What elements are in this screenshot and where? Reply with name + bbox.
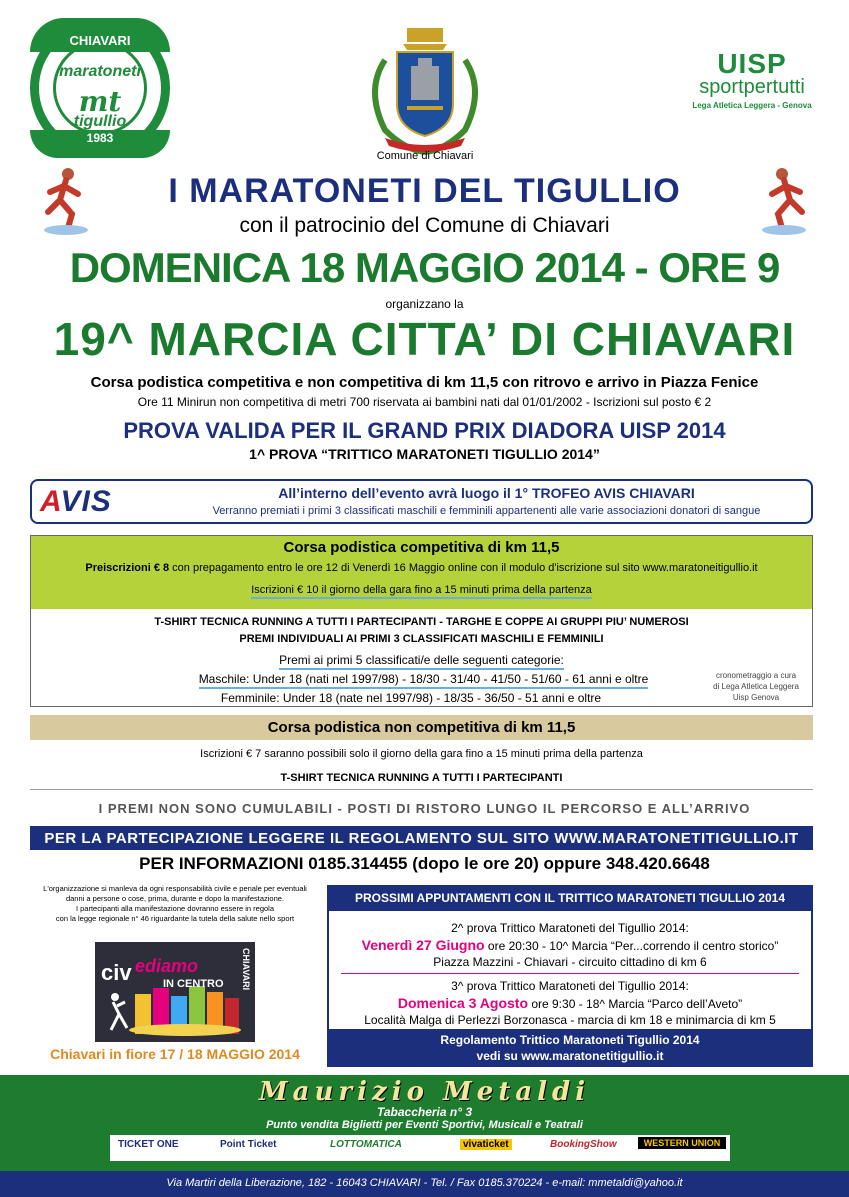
trittico-divider: [341, 973, 799, 974]
avis-logo: [40, 487, 152, 517]
event-description: Corsa podistica competitiva e non competitiva di km 11,5 con ritrovo e arrivo in Piazza Fenice: [90, 374, 759, 391]
logo-year: 1983: [86, 131, 114, 145]
page-title: I MARATONETI DEL TIGULLIO: [168, 172, 681, 210]
civediamo-logo: [95, 942, 255, 1042]
non-competitive-title: Corsa podistica non competitiva di km 11,5: [267, 719, 576, 736]
avis-logo-first-letter: A: [40, 485, 61, 518]
minirun-info: Ore 11 Minirun non competitiva di metri 700 riservata ai bambini nati dal 01/01/2002 - Iscrizioni sul posto € 2: [137, 395, 712, 409]
lottomatica-logo: LOTTOMATICA: [330, 1139, 402, 1150]
trittico-footer: [329, 1029, 811, 1067]
trittico-second-place: Piazza Mazzini - Chiavari - circuito cittadino di km 6: [433, 955, 707, 969]
vivaticket-logo: vivaticket: [460, 1139, 512, 1150]
premi-individuali: PREMI INDIVIDUALI AI PRIMI 3 CLASSIFICATI MASCHILI E FEMMINILI: [239, 633, 604, 645]
second-text: ore 20:30 - 10^ Marcia “Per...correndo il centro storico”: [484, 939, 779, 953]
logo-text-tigullio: tigullio: [73, 113, 127, 130]
sponsor-name: Maurizio Metaldi: [258, 1077, 591, 1107]
preiscrizioni-label: Preiscrizioni € 8: [85, 562, 170, 574]
sponsor-address: Via Martiri della Liberazione, 182 - 16043 CHIAVARI - Tel. / Fax 0185.370224 - e-mail: mmetaldi@yahoo.it: [166, 1177, 683, 1189]
partner-logos: [110, 1135, 730, 1161]
avis-title: All’interno dell’evento avrà luogo il 1° TROFEO AVIS CHIAVARI: [278, 485, 695, 501]
tshirt-info: T-SHIRT TECNICA RUNNING A TUTTI I PARTECIPANTI - TARGHE E COPPE AI GRUPPI PIU’ NUMEROSI: [154, 616, 689, 628]
regolamento-text: PER LA PARTECIPAZIONE LEGGERE IL REGOLAMENTO SUL SITO WWW.MARATONETITIGULLIO.IT: [44, 830, 799, 847]
categorie: [31, 653, 812, 667]
trittico-third-place: Località Malga di Perlezzi Borzonasca - marcia di km 18 e minimarcia di km 5: [364, 1013, 776, 1027]
ticketone-logo: TICKET ONE: [118, 1139, 179, 1150]
cronometraggio: [700, 670, 812, 703]
civ-city: CHIAVARI: [241, 948, 251, 991]
avis-box: [30, 479, 813, 524]
logo-text-chiavari: CHIAVARI: [69, 33, 131, 48]
trittico-first: 1^ PROVA “TRITTICO MARATONETI TIGULLIO 2014”: [249, 446, 600, 462]
crono-line: di Lega Atletica Leggera: [713, 682, 799, 691]
premi-note: I PREMI NON SONO CUMULABILI - POSTI DI RISTORO LUNGO IL PERCORSO E ALL’ARRIVO: [98, 801, 751, 816]
sponsor-footer: [0, 1075, 849, 1197]
disclaimer-line: I partecipanti alla manifestazione dovranno essere in regola: [75, 904, 275, 913]
chiavari-crest-icon: [355, 20, 495, 162]
non-competitive-iscrizioni: Iscrizioni € 7 saranno possibili solo il giorno della gara fino a 15 minuti prima della partenza: [200, 748, 643, 760]
informazioni: PER INFORMAZIONI 0185.314455 (dopo le ore 20) oppure 348.420.6648: [139, 854, 710, 873]
sponsor-tabaccheria: Tabaccheria n° 3: [376, 1105, 473, 1119]
third-date: Domenica 3 Agosto: [397, 995, 528, 1011]
disclaimer-line: danni a persone o cose, prima, durante e dopo la manifestazione.: [65, 894, 285, 903]
disclaimer-line: L'organizzazione si manleva da ogni responsabilità civile e penale per eventuali: [43, 884, 307, 893]
competitive-title: Corsa podistica competitiva di km 11,5: [283, 539, 560, 556]
maschile-text: Maschile: Under 18 (nati nel 1997/98) - 18/30 - 31/40 - 41/50 - 51/60 - 61 anni e oltre: [199, 672, 649, 689]
disclaimer: [30, 884, 320, 924]
trittico-third-date: [329, 995, 811, 1011]
categorie-maschili: [31, 672, 816, 686]
uisp-sub: Lega Atletica Leggera - Genova: [692, 101, 812, 110]
competitive-box: [30, 535, 813, 707]
trittico-link[interactable]: vedi su www.maratonetitigullio.it: [476, 1049, 664, 1063]
chiavari-in-fiore: Chiavari in fiore 17 / 18 MAGGIO 2014: [50, 1046, 300, 1062]
preiscrizioni: [31, 562, 812, 574]
avis-logo-rest: VIS: [60, 485, 112, 518]
logo-text-maratoneti: maratoneti: [59, 63, 141, 80]
pointticket-logo: Point Ticket: [220, 1139, 277, 1150]
third-text: ore 9:30 - 18^ Marcia “Parco dell’Aveto”: [528, 997, 743, 1011]
non-competitive-tshirt: T-SHIRT TECNICA RUNNING A TUTTI I PARTECIPANTI: [280, 772, 563, 784]
civ-text: civ: [101, 960, 132, 985]
trittico-second-head: 2^ prova Trittico Maratoneti del Tigullio 2014:: [451, 921, 689, 935]
trittico-third-head: 3^ prova Trittico Maratoneti del Tigullio 2014:: [451, 979, 689, 993]
non-competitive-header: [30, 715, 813, 740]
second-date: Venerdì 27 Giugno: [361, 937, 485, 953]
trittico-regolamento: Regolamento Trittico Maratoneti Tigullio 2014: [440, 1033, 700, 1047]
event-name: 19^ MARCIA CITTA’ DI CHIAVARI: [53, 313, 796, 365]
crono-line: cronometraggio a cura: [715, 671, 797, 680]
trittico-second-date: [329, 937, 811, 953]
uisp-logo: [682, 48, 822, 110]
categorie-femminili: Femminile: Under 18 (nate nel 1997/98) - 18/35 - 36/50 - 51 anni e oltre: [220, 691, 602, 705]
event-date: DOMENICA 18 MAGGIO 2014 - ORE 9: [69, 244, 780, 291]
logo-mark: mt: [78, 85, 122, 118]
uisp-tagline: sportpertutti: [699, 76, 805, 98]
iscrizioni-text: Iscrizioni € 10 il giorno della gara fino a 15 minuti prima della partenza: [251, 584, 592, 599]
sponsor-punto-vendita: Punto vendita Biglietti per Eventi Sportivi, Musicali e Teatrali: [266, 1119, 583, 1131]
westernunion-logo: WESTERN UNION: [638, 1137, 726, 1149]
grand-prix: PROVA VALIDA PER IL GRAND PRIX DIADORA UISP 2014: [123, 418, 726, 443]
civ-brand: ediamo: [135, 956, 199, 976]
crest-caption: Comune di Chiavari: [376, 150, 474, 162]
bookingshow-logo: BookingShow: [550, 1139, 617, 1150]
civ-in-centro: IN CENTRO: [163, 978, 224, 990]
disclaimer-line: con la legge regionale n° 46 riguardante la tutela della salute nello sport: [55, 914, 295, 923]
regolamento-bar: [30, 826, 813, 850]
uisp-name: UISP: [717, 48, 787, 79]
trittico-title: PROSSIMI APPUNTAMENTI CON IL TRITTICO MARATONETI TIGULLIO 2014: [354, 891, 786, 905]
iscrizioni: [31, 584, 812, 596]
avis-text: Verranno premiati i primi 3 classificati maschili e femminili appartenenti alle varie associazioni donatori di sangue: [212, 505, 761, 517]
preiscrizioni-text: con prepagamento entro le ore 12 di Venerdì 16 Maggio online con il modulo d'iscrizione sul sito www.maratoneitigullio.it: [169, 562, 758, 574]
address-bar: [0, 1171, 849, 1197]
categorie-text: Premi ai primi 5 classificati/e delle seguenti categorie:: [279, 653, 564, 670]
trittico-box: [327, 885, 813, 1067]
crono-line: Uisp Genova: [732, 693, 780, 702]
organizzano: organizzano la: [385, 297, 464, 311]
patrocinio: con il patrocinio del Comune di Chiavari: [239, 214, 610, 237]
maratoneti-logo: [30, 18, 170, 158]
